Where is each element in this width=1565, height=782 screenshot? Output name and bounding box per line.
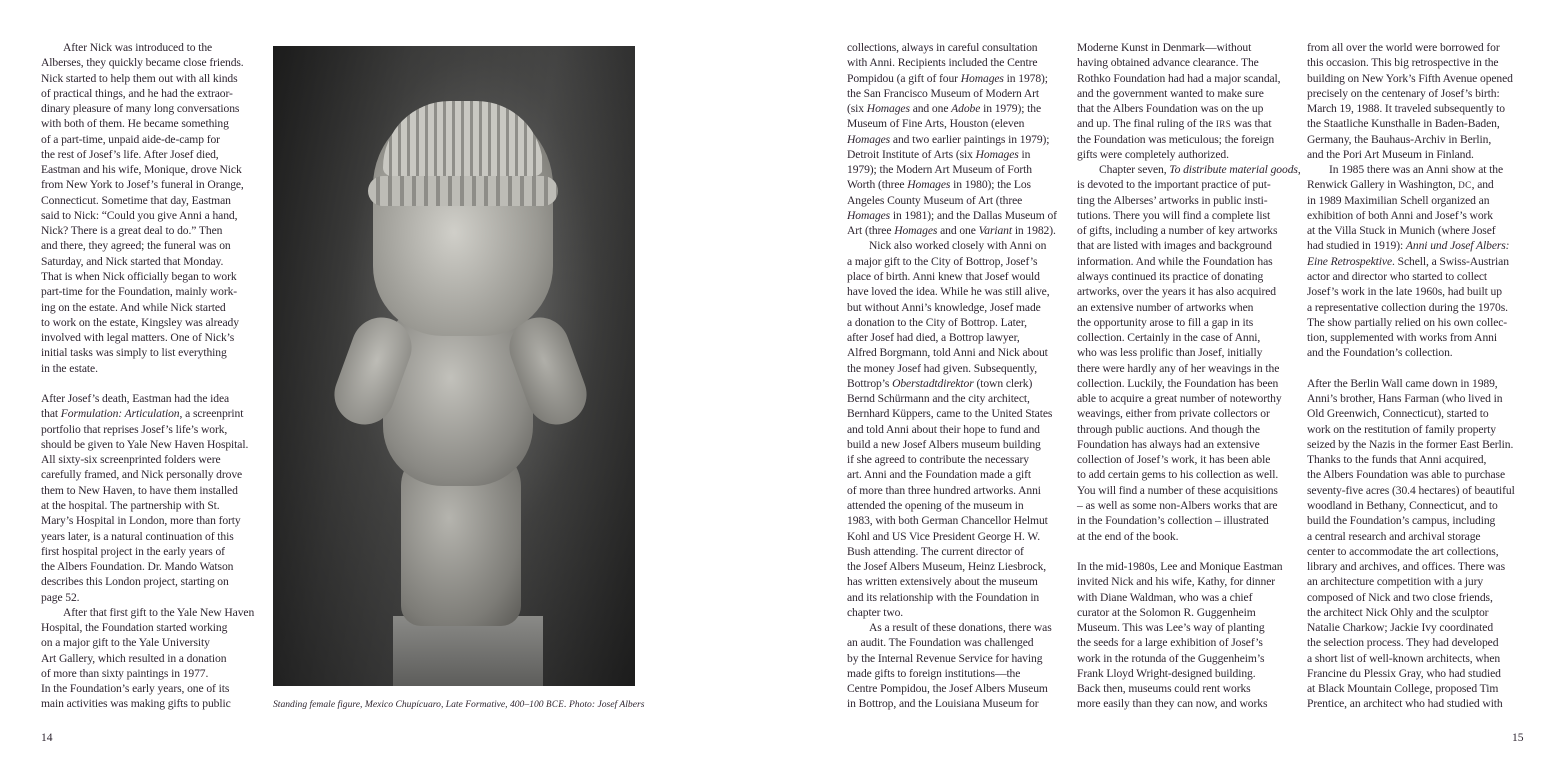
text-column-3 — [1077, 40, 1301, 712]
text-line: After that first gift to the Yale New Haven — [63, 605, 255, 619]
text-line: In the mid-1980s, Lee and Monique Eastman — [1077, 560, 1283, 574]
paragraph-break — [1077, 544, 1292, 559]
text-line: of gifts, including a number of key artworks — [1077, 224, 1278, 238]
text-line: that Formulation: Articulation, a screenprint — [41, 407, 244, 421]
text-line: Thanks to the funds that Anni acquired, — [1307, 453, 1487, 467]
text-line: information. And while the Foundation has — [1077, 254, 1273, 268]
text-line: always continued its practice of donating — [1077, 269, 1264, 283]
text-line: initial tasks was simply to list everything — [41, 346, 227, 360]
text-line: at the end of the book. — [1077, 529, 1179, 543]
text-line: the seeds for a large exhibition of Josef’s — [1077, 636, 1263, 650]
text-line: have loved the idea. While he was still alive, — [847, 285, 1050, 299]
text-line: but without Anni’s knowledge, Josef made — [847, 300, 1041, 314]
text-line: Saturday, and Nick started that Monday. — [41, 254, 224, 268]
text-line: 1983, with both German Chancellor Helmut — [847, 514, 1048, 528]
text-line: and told Anni about their hope to fund and — [847, 422, 1040, 436]
text-line: Art (three Homages and one Variant in 1982). — [847, 224, 1056, 238]
text-line: is devoted to the important practice of put- — [1077, 178, 1271, 192]
text-line: tutions. There you will find a complete list — [1077, 208, 1271, 222]
text-line: the selection process. They had developed — [1307, 636, 1499, 650]
text-line: and there, they agreed; the funeral was on — [41, 239, 231, 253]
text-line: Hospital, the Foundation started working — [41, 621, 228, 635]
text-line: the opportunity arose to fill a gap in its — [1077, 315, 1254, 329]
text-line: with Anni. Recipients included the Centre — [847, 56, 1038, 70]
text-line: collections, always in careful consultation — [847, 41, 1038, 54]
text-line: Kohl and US Vice President George H. W. — [847, 529, 1041, 543]
text-line: with both of them. He became something — [41, 117, 229, 131]
text-line: work in the rotunda of the Guggenheim’s — [1077, 651, 1265, 665]
text-line: a donation to the City of Bottrop. Later, — [847, 315, 1027, 329]
text-line: Anni’s brother, Hans Farman (who lived in — [1307, 392, 1503, 406]
text-line: through public auctions. And though the — [1077, 422, 1260, 436]
text-line: Francine du Plessix Gray, who had studied — [1307, 666, 1501, 680]
text-line: more easily than they can now, and works — [1077, 697, 1268, 711]
page-number-right: 15 — [1512, 731, 1524, 744]
text-line: ing on the estate. And while Nick started — [41, 300, 226, 314]
text-line: to add certain gems to his collection as well. — [1077, 468, 1279, 482]
text-line: the Albers Foundation was able to purchase — [1307, 468, 1506, 482]
text-line: Centre Pompidou, the Josef Albers Museum — [847, 682, 1048, 696]
text-line: After Nick was introduced to the — [63, 41, 213, 54]
text-line: Old Greenwich, Connecticut), started to — [1307, 407, 1489, 421]
text-line: precisely on the centenary of Josef’s birth: — [1307, 86, 1500, 100]
text-line: page 52. — [41, 590, 80, 604]
photo-caption: Standing female figure, Mexico Chupícuaro, Late Formative, 400–100 BCE. Photo: Josef Albers — [273, 699, 645, 710]
text-line: main activities was making gifts to public — [41, 697, 231, 711]
text-line: at the Villa Stuck in Munich (where Josef — [1307, 224, 1496, 238]
text-line: there were hardly any of her weavings in the — [1077, 361, 1280, 375]
text-line: part-time for the Foundation, mainly work- — [41, 285, 238, 299]
text-line: In 1985 there was an Anni show at the — [1329, 163, 1504, 177]
pedestal — [393, 616, 543, 686]
text-line: The show partially relied on his own collec- — [1307, 315, 1508, 329]
text-line: Chapter seven, To distribute material goods, — [1099, 163, 1301, 177]
text-line: the Foundation was meticulous; the foreign — [1077, 132, 1275, 146]
text-line: portfolio that reprises Josef’s life’s work, — [41, 422, 228, 436]
text-line: of more than three hundred artworks. Anni — [847, 483, 1041, 497]
text-line: by the Internal Revenue Service for having — [847, 651, 1043, 665]
text-line: had studied in 1919): Anni und Josef Albers: — [1307, 239, 1510, 253]
paragraph-break — [41, 376, 261, 391]
text-line: having obtained advance clearance. The — [1077, 56, 1259, 70]
text-line: Nick started to help them out with all kinds — [41, 71, 238, 85]
text-line: Bernd Schürmann and the city architect, — [847, 392, 1030, 406]
text-line: Eastman and his wife, Monique, drove Nick — [41, 163, 242, 177]
text-line: build the Foundation’s campus, including — [1307, 514, 1496, 528]
text-line: them to New Haven, to have them installed — [41, 483, 238, 497]
statue-photograph — [273, 46, 635, 686]
text-line: Art Gallery, which resulted in a donation — [41, 651, 227, 665]
text-line: seventy-five acres (30.4 hectares) of beautiful — [1307, 483, 1515, 497]
text-line: seized by the Nazis in the former East Berlin. — [1307, 437, 1514, 451]
text-column-4 — [1307, 40, 1527, 712]
text-line: chapter two. — [847, 605, 904, 619]
text-line: of a part-time, unpaid aide-de-camp for — [41, 132, 220, 146]
text-line: (six Homages and one Adobe in 1979); the — [847, 102, 1042, 116]
text-line: Foundation has always had an extensive — [1077, 437, 1260, 451]
text-line: That is when Nick officially began to work — [41, 269, 237, 283]
text-line: Alfred Borgmann, told Anni and Nick about — [847, 346, 1048, 360]
text-line: Homages and two earlier paintings in 1979); — [847, 132, 1050, 146]
text-line: Alberses, they quickly became close friends. — [41, 56, 244, 70]
text-line: describes this London project, starting on — [41, 575, 229, 589]
text-line: Nick also worked closely with Anni on — [869, 239, 1047, 253]
text-line: Museum of Fine Arts, Houston (eleven — [847, 117, 1025, 131]
text-line: Natalie Charkow; Jackie Ivy coordinated — [1307, 621, 1494, 635]
text-line: a central research and archival storage — [1307, 529, 1481, 543]
text-line: ting the Alberses’ artworks in public insti- — [1077, 193, 1268, 207]
text-line: Connecticut. Sometime that day, Eastman — [41, 193, 231, 207]
text-line: You will find a number of these acquisitions — [1077, 483, 1278, 497]
figure-headband — [368, 176, 558, 206]
text-line: with Diane Waldman, who was a chief — [1077, 590, 1253, 604]
text-line: Bottrop’s Oberstadtdirektor (town clerk) — [847, 376, 1033, 390]
text-line: Angeles County Museum of Art (three — [847, 193, 1023, 207]
text-line: Prentice, an architect who had studied with — [1307, 697, 1503, 711]
text-line: actor and director who started to collect — [1307, 269, 1488, 283]
text-line: in the estate. — [41, 361, 98, 375]
paragraph-break — [1307, 361, 1527, 376]
text-line: Mary’s Hospital in London, more than forty — [41, 514, 241, 528]
text-column-2 — [847, 40, 1062, 712]
text-line: Pompidou (a gift of four Homages in 1978); — [847, 71, 1048, 85]
text-line: the architect Nick Ohly and the sculptor — [1307, 605, 1489, 619]
text-line: from New York to Josef’s funeral in Orange, — [41, 178, 244, 192]
page-number-left: 14 — [41, 731, 53, 744]
text-line: art. Anni and the Foundation made a gift — [847, 468, 1032, 482]
text-line: composed of Nick and two close friends, — [1307, 590, 1493, 604]
text-line: the Josef Albers Museum, Heinz Liesbrock, — [847, 560, 1047, 574]
text-line: has written extensively about the museum — [847, 575, 1038, 589]
text-line: at Black Mountain College, proposed Tim — [1307, 682, 1499, 696]
text-line: 1979); the Modern Art Museum of Forth — [847, 163, 1033, 177]
text-line: woodland in Bethany, Connecticut, and to — [1307, 498, 1498, 512]
text-line: Josef’s work in the late 1960s, had built up — [1307, 285, 1502, 299]
text-line: As a result of these donations, there was — [869, 621, 1052, 635]
text-line: this occasion. This big retrospective in the — [1307, 56, 1499, 70]
text-line: in the Foundation’s collection – illustrated — [1077, 514, 1269, 528]
text-line: invited Nick and his wife, Kathy, for dinner — [1077, 575, 1276, 589]
text-line: collection of Josef’s work, it has been able — [1077, 453, 1271, 467]
text-line: collection. Certainly in the case of Anni, — [1077, 331, 1261, 345]
text-line: weavings, either from private collectors or — [1077, 407, 1270, 421]
text-line: gifts were completely authorized. — [1077, 147, 1229, 161]
text-line: Renwick Gallery in Washington, DC, and — [1307, 178, 1494, 192]
text-line: who was less prolific than Josef, initially — [1077, 346, 1263, 360]
text-line: dinary pleasure of many long conversations — [41, 102, 240, 116]
text-line: Eine Retrospektive. Schell, a Swiss-Austrian — [1307, 254, 1509, 268]
text-line: Detroit Institute of Arts (six Homages in — [847, 147, 1031, 161]
text-line: and the government wanted to make sure — [1077, 86, 1264, 100]
text-line: building on New York’s Fifth Avenue opened — [1307, 71, 1513, 85]
text-line: place of birth. Anni knew that Josef would — [847, 269, 1040, 283]
text-line: able to acquire a great number of noteworthy — [1077, 392, 1282, 406]
text-line: made gifts to foreign institutions—the — [847, 666, 1021, 680]
text-line: Bush attending. The current director of — [847, 544, 1024, 558]
text-line: Germany, the Bauhaus-Archiv in Berlin, — [1307, 132, 1492, 146]
text-line: at the hospital. The partnership with St. — [41, 498, 220, 512]
text-line: – as well as some non-Albers works that are — [1077, 498, 1278, 512]
text-line: Rothko Foundation had had a major scandal, — [1077, 71, 1281, 85]
text-line: of more than sixty paintings in 1977. — [41, 666, 209, 680]
text-line: After Josef’s death, Eastman had the idea — [41, 392, 230, 406]
text-line: the Albers Foundation. Dr. Mando Watson — [41, 560, 234, 574]
text-line: exhibition of both Anni and Josef’s work — [1307, 208, 1493, 222]
text-line: and the Foundation’s collection. — [1307, 346, 1453, 360]
text-line: build a new Josef Albers museum building — [847, 437, 1041, 451]
text-line: Worth (three Homages in 1980); the Los — [847, 178, 1031, 192]
text-line: All sixty-six screenprinted folders were — [41, 453, 221, 467]
text-column-1 — [41, 40, 261, 712]
text-line: carefully framed, and Nick personally drove — [41, 468, 243, 482]
text-line: the Staatliche Kunsthalle in Baden-Baden, — [1307, 117, 1500, 131]
text-line: collection. Luckily, the Foundation has been — [1077, 376, 1279, 390]
text-line: should be given to Yale New Haven Hospital. — [41, 437, 249, 451]
text-line: that the Albers Foundation was on the up — [1077, 102, 1264, 116]
text-line: if she agreed to contribute the necessary — [847, 453, 1029, 467]
text-line: involved with legal matters. One of Nick’s — [41, 331, 235, 345]
text-line: tion, supplemented with works from Anni — [1307, 331, 1497, 345]
text-line: in Bottrop, and the Louisiana Museum for — [847, 697, 1039, 711]
text-line: Homages in 1981); and the Dallas Museum of — [847, 208, 1057, 222]
text-line: an architecture competition with a jury — [1307, 575, 1484, 589]
text-line: a representative collection during the 1970s. — [1307, 300, 1508, 314]
text-line: In the Foundation’s early years, one of its — [41, 682, 230, 696]
text-line: library and archives, and offices. There was — [1307, 560, 1505, 574]
text-line: a major gift to the City of Bottrop, Josef’s — [847, 254, 1038, 268]
text-line: from all over the world were borrowed for — [1307, 41, 1500, 54]
text-line: Bernhard Küppers, came to the United States — [847, 407, 1053, 421]
text-line: years later, is a natural continuation of this — [41, 529, 234, 543]
text-line: an extensive number of artworks when — [1077, 300, 1254, 314]
text-line: March 19, 1988. It traveled subsequently to — [1307, 102, 1505, 116]
text-line: of practical things, and he had the extraor- — [41, 86, 233, 100]
text-line: center to accommodate the art collections, — [1307, 544, 1499, 558]
text-line: work on the restitution of family property — [1307, 422, 1496, 436]
text-line: first hospital project in the early years of — [41, 544, 225, 558]
text-line: Museum. This was Lee’s way of planting — [1077, 621, 1265, 635]
text-line: Frank Lloyd Wright-designed building. — [1077, 666, 1256, 680]
text-line: and its relationship with the Foundation in — [847, 590, 1040, 604]
text-line: the San Francisco Museum of Modern Art — [847, 86, 1039, 100]
text-line: Moderne Kunst in Denmark—without — [1077, 41, 1252, 54]
text-line: attended the opening of the museum in — [847, 498, 1024, 512]
text-line: in 1989 Maximilian Schell organized an — [1307, 193, 1490, 207]
text-line: the money Josef had given. Subsequently, — [847, 361, 1038, 375]
text-line: Back then, museums could rent works — [1077, 682, 1251, 696]
text-line: and up. The final ruling of the IRS was that — [1077, 117, 1272, 131]
text-line: on a major gift to the Yale University — [41, 636, 210, 650]
text-line: after Josef had died, a Bottrop lawyer, — [847, 331, 1020, 345]
text-line: curator at the Solomon R. Guggenheim — [1077, 605, 1256, 619]
text-line: a short list of well-known architects, when — [1307, 651, 1501, 665]
text-line: Nick? There is a great deal to do.” Then — [41, 224, 223, 238]
text-line: said to Nick: “Could you give Anni a hand, — [41, 208, 238, 222]
text-line: and the Pori Art Museum in Finland. — [1307, 147, 1474, 161]
text-line: After the Berlin Wall came down in 1989, — [1307, 376, 1498, 390]
text-line: to work on the estate, Kingsley was already — [41, 315, 239, 329]
text-line: artworks, over the years it has also acquired — [1077, 285, 1276, 299]
text-line: an audit. The Foundation was challenged — [847, 636, 1034, 650]
text-line: the rest of Josef’s life. After Josef died, — [41, 147, 219, 161]
text-line: that are listed with images and background — [1077, 239, 1272, 253]
